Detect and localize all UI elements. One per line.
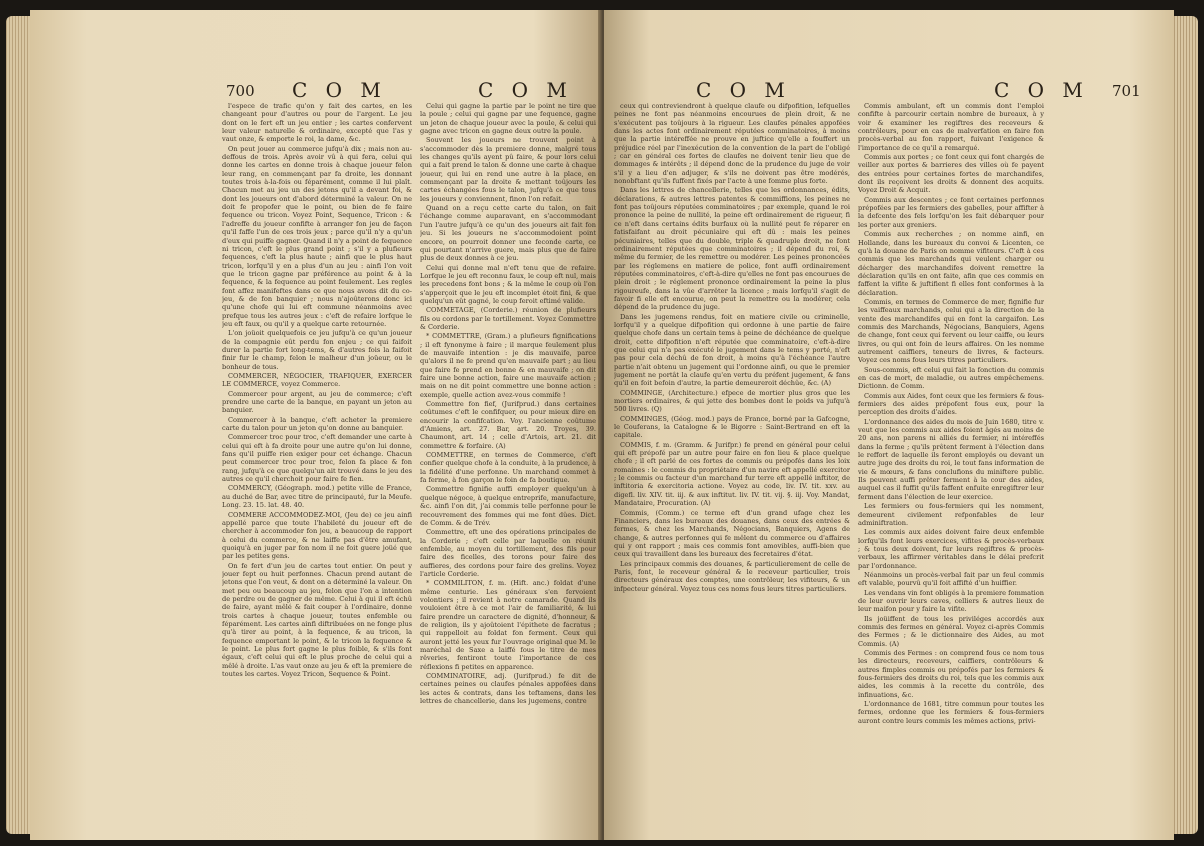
paragraph: ceux qui contreviendront à quelque claufe ou difpofition, lefquelles peines ne font pas néanmoins encourues de plein droit, & ne s'exécutent pas toûjours à la rigueur. Les claufes pénales appofées dans les actes font ordinairement réputées comminatoires, à moins que la partie intéreffée ne prouve en juftice qu'elle a fouffert un préjudice réel par l'inexécution de la convention de la part de l'obligé ; car en général ces fortes de claufes ne doivent tenir lieu que de dommages & intérêts ; il dépend donc de la prudence du juge de voir s'il y a lieu d'en adjuger, & s'ils ne doivent pas être modérés, nonobftant qu'ils fuffent fixés par l'acte à une fomme plus forte.	[614, 102, 850, 186]
paragraph: Commercer pour argent, au jeu de commerce; c'eft prendre une carte de la banque, en payant un jeton au banquier.	[222, 389, 412, 415]
paragraph: Sous-commis, eft celui qui fait la fonction du commis en cas de mort, de maladie, ou autres empêchemens. Dictionn. de Comm.	[858, 365, 1044, 391]
paragraph: COMMINGE, (Architecture.) efpece de mortier plus gros que les mortiers ordinaires, & qui jette des bombes dont le poids va jufqu'à 500 livres. (Q)	[614, 388, 850, 414]
paragraph: COMMERE ACCOMMODEZ-MOI, (Jeu de) ce jeu ainfi appellé parce que toute l'habileté du joueur eft de chercher à accommoder fon jeu, a beaucoup de rapport à celui du commerce, & ne laiffe pas d'être amufant, quoiqu'à en juger par fon nom il ne foit guere joüé que par les petites gens.	[222, 510, 412, 561]
right-page	[604, 10, 1174, 840]
paragraph: COMMINGES, (Géog. mod.) pays de France, borné par la Gafcogne, le Couferans, la Catalogne & le Bigorre : Saint-Bertrand en eft la capitale.	[614, 414, 850, 440]
paragraph: Commis, en termes de Commerce de mer, fignifie fur les vaiffeaux marchands, celui qui a la direction de la vente des marchandifes qui en font la cargaifon. Les commis des Marchands, Négocians, Banquiers, Agens de change, font ceux qui fervent ou leur caiffe, ou leurs livres, ou qui ont foin de leurs affaires. On les nomme autrement caiffiers, teneurs de livres, & facteurs. Voyez ces noms fous leurs titres particuliers.	[858, 297, 1044, 365]
right-page-number: 701	[1112, 82, 1141, 100]
left-page	[30, 10, 602, 840]
paragraph: l'espece de trafic qu'on y fait des cartes, en les changeant pour d'autres ou pour de l'argent. Le jeu dont on le fert eft un jeu entier ; les cartes confervent leur valeur naturelle & ordinaire, excepté que l'as y vaut onze, & emporte le roi, la dame, &c.	[222, 102, 412, 144]
right-page-column-1	[614, 102, 850, 834]
paragraph: COMMERCER, NÉGOCIER, TRAFIQUER, EXERCER LE COMMERCE, voyez Commerce.	[222, 372, 412, 389]
paragraph: Celui qui gagne la partie par le point ne tire que la poule ; celui qui gagne par une fequence, gagne un jeton de chaque joueur avec la poule, & celui qui gagne avec tricon en gagne deux outre la poule.	[420, 102, 596, 136]
paragraph: Commercer troc pour troc, c'eft demander une carte à celui qui eft à fa droite pour une autre qu'on lui donne, fans qu'il puiffe rien exiger pour cet échange. Chacun peut commercer troc pour troc, felon fa place & fon rang, jufqu'à ce que quelqu'un ait trouvé dans le jeu des autres ce qu'il cherchoit pour faire fe fien.	[222, 433, 412, 484]
paragraph: Quand on a reçu cette carte du talon, on fait l'échange comme auparavant, en s'accommodant l'un l'autre jufqu'à ce qu'un des joueurs ait fait fon jeu. Si les joueurs ne s'accommodoient point encore, on pourroit donner une feconde carte, ce qui pourtant n'arrive guere, mais plus que de faire plus de deux donnes à ce jeu.	[420, 204, 596, 263]
left-running-head-a: C O M	[292, 78, 387, 102]
paragraph: Commis, (Comm.) ce terme eft d'un grand ufage chez les Financiers, dans les bureaux des douanes, dans ceux des entrées & fermes, & chez les Marchands, Négocians, Banquiers, Agens de change, & autres perfonnes qui fe mêlent du commerce ou d'affaires qui y ont rapport ; mais ces commis font amovibles, auffi-bien que ceux qui travaillent dans les bureaux des fecretaires d'état.	[614, 508, 850, 559]
paragraph: Commis aux recherches ; on nomme ainfi, en Hollande, dans les bureaux du convoi & Licenten, ce qu'à la douane de Paris on nomme vifiteurs. C'eft à ces commis que les marchands qui veulent charger ou décharger des marchandifes doivent remettre la déclaration qu'ils en ont faite, afin que ces commis en faffent la vifite & juftifient fi elles font conformes à la déclaration.	[858, 230, 1044, 297]
paragraph: COMMETAGE, (Corderie.) réunion de plufieurs fils ou cordons par le tortillement. Voyez Commettre & Corderie.	[420, 306, 596, 331]
open-book	[6, 10, 1198, 840]
paragraph: Commettre fignifie auffi employer quelqu'un à quelque négoce, à quelque entreprife, manufacture, &c. ainfi l'on dit, j'ai commis telle perfonne pour le recouvrement des fommes qui me font dûes. Dict. de Comm. & de Trév.	[420, 485, 596, 527]
paragraph: L'ordonnance des aides du mois de Juin 1680, titre v. veut que les commis aux aides foient âgés au moins de 20 ans, non parens ni alliés du fermier, ni intéreffés dans la ferme ; qu'ils prêtent ferment à l'élection dans le reffort de laquelle ils feront employés ou devant un autre juge des droits du roi, le tout fans information de vie & mœurs, & fans conclufions du miniftere public. Ils peuvent auffi prêter ferment à la cour des aides, auquel cas il fuffit qu'ils faffent enfuite enregiftrer leur ferment dans l'élection de leur exercice.	[858, 417, 1044, 501]
paragraph: Commettre fon fief, (Jurifprud.) dans certaines coûtumes c'eft le confifquer, ou pour mieux dire en encourir la confifcation. Voy. l'ancienne coûtume d'Amiens, art. 27. Bar, art. 20. Troyes, 39. Chaumont, art. 14 ; celle d'Artois, art. 21. dit commettre & forfaire. (A)	[420, 400, 596, 450]
paragraph: Néanmoins un procès-verbal fait par un feul commis eft valable, pourvû qu'il foit affifté d'un huiffier.	[858, 570, 1044, 588]
right-page-header	[604, 78, 1174, 102]
right-running-head-a: C O M	[696, 78, 791, 102]
paragraph: Commis des Fermes : on comprend fous ce nom tous les directeurs, receveurs, caiffiers, contrôleurs & autres fimples commis ou prépofés par les fermiers & fous-fermiers des droits du roi, tels que les commis aux aides, les commis à la recette du contrôle, des infinuations, &c.	[858, 649, 1044, 699]
paragraph: Commettre, eft une des opérations principales de la Corderie ; c'eft celle par laquelle on réunit enfemble, au moyen du tortillement, des fils pour faire des ficelles, des torons pour faire des auffieres, des cordons pour faire des grelins. Voyez l'article Corderie.	[420, 528, 596, 578]
paragraph: Les vendans vin font obligés à la premiere fommation de leur ouvrir leurs caves, celliers & autres lieux de leur maifon pour y faire la vifite.	[858, 588, 1044, 614]
paragraph: Dans les lettres de chancellerie, telles que les ordonnances, édits, déclarations, & autres lettres patentes & commiffions, les peines ne font pas toûjours réputées comminatoires ; par exemple, quand le roi prononce la peine de nullité, la peine eft ordinairement de rigueur, fi ce n'eft dans certains édits burfaux où la nullité peut fe réparer en fatisfaifant au droit pécuniaire qui eft dû : mais les peines pécuniaires, telles que du double, triple & quadruple droit, ne font ordinairement réputées que comminatoires ; il dépend du roi, & même du fermier, de les remettre ou modérer. Les peines prononcées par les réglemens en matiere de police, font auffi ordinairement réputées comminatoires, c'eft-à-dire qu'elles ne font pas encourues de plein droit ; le réglement prononce ordinairement la peine la plus rigoureufe, dans la vûe d'arrêter la licence ; mais lorfqu'il s'agit de favoir fi elle eft encourue, on peut la remettre ou la modérer, cela dépend de la prudence du juge.	[614, 186, 850, 312]
paragraph: COMMIS, f. m. (Gramm. & Jurifpr.) fe prend en général pour celui qui eft prépofé par un autre pour faire en fon lieu & place quelque chofe ; il eft parlé de ces fortes de commis ou prépofés dans les loix romaines : le commis du propriétaire d'un navire eft appellé exercitor ; le commis ou facteur d'un marchand fur terre eft appellé inftitor, de inftitoria & exercitoria actione. Voyez au code, liv. IV. tit. xxv. au digefl. liv. XIV. tit. iij. & aux inftitut. liv. IV. tit. vij. §. iij. Voy. Mandat, Mandataire, Procuration. (A)	[614, 440, 850, 508]
right-page-column-2	[858, 102, 1044, 834]
left-running-head-b: C O M	[478, 78, 573, 102]
paragraph: Celui qui donne mal n'eft tenu que de refaire. Lorfque le jeu eft reconnu faux, le coup eft nul, mais les precedens font bons ; & la même le coup où l'on s'apperçoit que le jeu eft incomplet étoit fini, & que quelqu'un eût gagné, le coup feroit eftimé valide.	[420, 263, 596, 305]
left-page-number: 700	[226, 82, 255, 100]
page-edges-right	[1172, 16, 1198, 834]
paragraph: COMMINATOIRE, adj. (Jurifprud.) fe dit de certaines peines ou claufes pénales appofées dans les actes & contrats, dans les teftamens, dans les lettres de chancellerie, dans les jugemens, contre	[420, 672, 596, 706]
paragraph: * COMMILITON, f. m. (Hift. anc.) foldat d'une même centurie. Les généraux s'en fervoient volontiers ; il revient à notre camarade. Quand ils vouloient être à ce mot l'air de familiarité, & lui faire prendre un caractere de dignité, d'honneur, & de religion, ils y ajoûtoient l'épithete de facratus ; qui rappelloit au foldat fon ferment. Ceux qui auront jetté les yeux fur l'ouvrage original que M. le maréchal de Saxe a laiffé fous le titre de mes rêveries, fentiront toute l'importance de ces réflexions fi petites en apparence.	[420, 579, 596, 671]
paragraph: Commis aux descentes ; ce font certaines perfonnes prépofées par les fermiers des gabelles, pour affifter à la defcente des fels lorfqu'on les fait débarquer pour les porter aux greniers.	[858, 195, 1044, 229]
right-running-head-b: C O M	[994, 78, 1089, 102]
paragraph: COMMERCY, (Géograph. mod.) petite ville de France, au duché de Bar, avec titre de principauté, fur la Meufe. Long. 23. 15. lat. 48. 40.	[222, 484, 412, 510]
left-page-column-1	[222, 102, 412, 834]
paragraph: On fe fert d'un jeu de cartes tout entier. On peut y jouer fept ou huit perfonnes. Chacun prend autant de jetons que l'on veut, & dont on a déterminé la valeur. On met peu ou beaucoup au jeu, felon que l'on a intention de perdre ou de gagner de même. Celui à qui il eft échû de faire, ayant mêlé & fait couper à l'ordinaire, donne trois cartes à chaque joueur, toutes enfemble ou féparément. Les cartes ainfi diftribuées on ne fonge plus qu'à tirer au point, à la fequence, & au tricon, la fequence emportant le point, & le tricon la fequence & le point. Le plus fort gagne le plus foible, & s'ils font égaux, c'eft celui qui eft le plus proche de celui qui a mêlé à droite. L'as vaut onze au jeu & eft la premiere de toutes les cartes. Voyez Tricon, Sequence & Point.	[222, 561, 412, 679]
paragraph: * COMMETTRE, (Gram.) a plufieurs fignifications ; il eft fynonyme à faire ; il marque feulement plus de mauvaife intention : je dis mauvaife, parce qu'alors il ne fe prend qu'en mauvaife part ; au lieu que faire fe prend en bonne & en mauvaife ; on dit faire une bonne action, faire une mauvaife action ; mais on ne dit point commettre une bonne action : exemple, quelle action avez-vous commife !	[420, 332, 596, 399]
paragraph: Commis ambulant, eft un commis dont l'emploi confifte à parcourir certain nombre de bureaux, à y voir & examiner les regiftres des receveurs & contrôleurs, pour en cas de malverfation en faire fon procès-verbal au fon rapport, fuivant l'exigence & l'importance de ce qu'il a remarqué.	[858, 102, 1044, 152]
paragraph: Ils joüiffent de tous les priviléges accordés aux commis des fermes en général. Voyez ci-après Commis des Fermes ; & le dictionnaire des Aides, au mot Commis. (A)	[858, 614, 1044, 648]
paragraph: Les fermiers ou fous-fermiers qui les nomment, demeurent civilement refponfables de leur adminiftration.	[858, 502, 1044, 527]
paragraph: Les commis aux aides doivent faire deux enfemble lorfqu'ils font leurs exercices, vifites & procès-verbaux ; & tous deux doivent, fur leurs regiftres & procès-verbaux, les affirmer véritables dans le délai prefcrit par l'ordonnance.	[858, 528, 1044, 570]
left-page-header	[30, 78, 602, 102]
paragraph: Souvent les joueurs ne trouvent point à s'accommoder dès la premiere donne, malgré tous les changes qu'ils ayent pû faire, & pour lors celui qui a fait prend le talon & donne une carte à chaque joueur, qui lui en rend une autre à la place, en commençant par la droite & mettant toûjours les cartes échangées fous le talon, jufqu'à ce que tous les joueurs y conviennent, finon l'on refait.	[420, 136, 596, 203]
left-page-column-2	[420, 102, 596, 834]
paragraph: Commis aux Aides, font ceux que les fermiers & fous-fermiers des aides prépofent fous eux, pour la perception des droits d'aides.	[858, 391, 1044, 417]
paragraph: Dans les jugemens rendus, foit en matiere civile ou criminelle, lorfqu'il y a quelque difpofition qui ordonne à une partie de faire quelque chofe dans un certain tems à peine de déchéance de quelque droit, cette difpofition n'eft réputée que comminatoire, c'eft-à-dire que celui qui n'a pas exécuté le jugement dans le tems y porté, n'eft pas pour cela déchû de fon droit, à moins qu'à l'échéance l'autre partie n'ait obtenu un jugement qui l'ordonne ainfi, ou que le premier jugement ne portât la claufe qu'en vertu du préfent jugement, & fans qu'il en foit befoin d'autre, la partie demeureroit déchûe, &c. (A)	[614, 312, 850, 388]
paragraph: On peut jouer au commerce jufqu'à dix ; mais non au-deffous de trois. Après avoir vû à qui fera, celui qui donne les cartes en donne trois à chaque joueur felon leur rang, en commençant par fa droite, les donnant toutes trois à-la-fois ou féparément, comme il lui plaît. Chacun met au jeu un des jetons qu'il a devant foi, & dont les joueurs ont d'abord déterminé la valeur. On ne doit fe propofer que le point, ou bien de fe faire fequence ou tricon. Voyez Point, Sequence, Tricon : & l'adreffe du joueur confifte à arranger fon jeu de façon qu'il faffe l'un de ces trois jeux ; parce qu'il n'y a qu'un d'eux qui puiffe gagner. Quand il n'y a point de fequence ni tricon, c'eft le plus grand point ; s'il y a plufieurs fequences, c'eft la plus haute ; ainfi que le plus haut tricon, lorfqu'il y en a plus d'un au jeu : ainfi l'on voit que le tricon gagne par préférence au point & à la fequence, & la fequence au point feulement. Les regles font affez manifeftes dans ce que nous avons dit du co-jeu, & de fon banquier ; nous n'ajoûterons donc ici qu'une chofe qui lui eft commune néanmoins avec prefque tous les autres jeux : c'eft de refaire lorfque le jeu eft faux, ou qu'il y a quelque carte retournée.	[222, 144, 412, 328]
paragraph: Commis aux portes ; ce font ceux qui font chargés de veiller aux portes & barrieres des villes où fe payent des entrées pour certaines fortes de marchandifes, dont ils reçoivent les droits & donnent des acquits. Voyez Droit & Acquit.	[858, 153, 1044, 195]
paragraph: L'ordonnance de 1681, titre commun pour toutes les fermes, ordonne que les fermiers & fous-fermiers auront contre leurs commis les mêmes actions, privi-	[858, 700, 1044, 725]
paragraph: Commercer à la banque, c'eft acheter la premiere carte du talon pour un jeton qu'on donne au banquier.	[222, 415, 412, 433]
paragraph: L'on joüoit quelquefois ce jeu jufqu'à ce qu'un joueur de la compagnie eût perdu fon enjeu ; ce qui faifoit durer la partie fort long-tems, & d'autres fois la faifoit finir fur le champ, felon le malheur d'un joüeur, ou le bonheur de tous.	[222, 329, 412, 371]
paragraph: COMMETTRE, en termes de Commerce, c'eft confier quelque chofe à la conduite, à la prudence, à la fidélité d'une perfonne. Un marchand commet à fa ferme, à fon garçon le foin de fa boutique.	[420, 451, 596, 485]
paragraph: Les principaux commis des douanes, & particulierement de celle de Paris, font, le receveur général & le receveur particulier, trois directeurs généraux des comptes, une contrôleur, les vifiteurs, & un infpecteur général. Voyez tous ces noms fous leurs titres particuliers.	[614, 559, 850, 593]
